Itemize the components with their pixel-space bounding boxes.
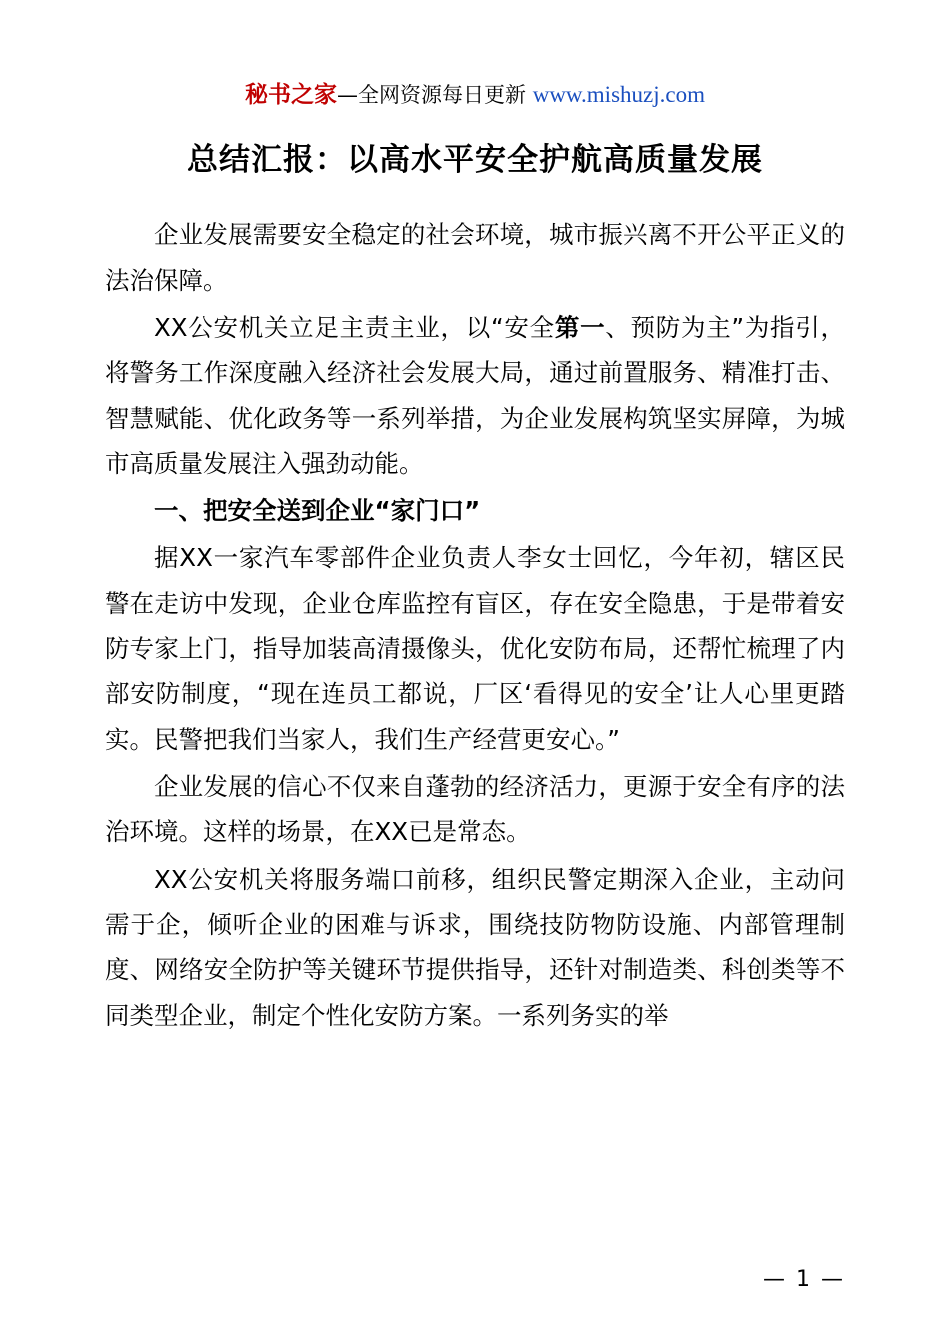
site-watermark (105, 80, 845, 111)
paragraph-4: 据XX一家汽车零部件企业负责人李女士回忆，今年初，辖区民警在走访中发现，企业仓库监控有盲区，存在安全隐患，于是带着安防专家上门，指导加装高清摄像头，优化安防布局，还帮忙梳理了内部安防制度，“现在连员工都说，厂区‘看得见的安全’让人心里更踏实。民警把我们当家人，我们生产经营更安心。” (105, 543, 845, 754)
page-number: — 1 — (763, 1267, 845, 1292)
watermark-brand: 秘书之家 (245, 82, 338, 108)
paragraph-2-seg-1: XX公安机关立足主责主业，以“安全 (154, 312, 555, 342)
paragraph-2-seg-3: 、预防为主”为指引，将警务工作深度融入经济社会发展大局，通过前置服务、精准打击、智慧赋能、优化政务等一系列举措，为企业发展构筑坚实屏障，为城市高质量发展注入强劲动能。 (105, 312, 845, 478)
watermark-url: www.mishuzj.com (532, 82, 705, 107)
paragraph-1: 企业发展需要安全稳定的社会环境，城市振兴离不开公平正义的法治保障。 (105, 220, 845, 295)
paragraph-6: XX公安机关将服务端口前移，组织民警定期深入企业，主动问需于企，倾听企业的困难与诉求，围绕技防物防设施、内部管理制度、网络安全防护等关键环节提供指导，还针对制造类、科创类等不同类型企业，制定个性化安防方案。一系列务实的举 (105, 864, 845, 1030)
paragraph-2 (105, 305, 845, 486)
watermark-tagline: —全网资源每日更新 (337, 83, 533, 107)
paragraph-2-seg-2-bold: 第一 (554, 312, 606, 342)
page-title: 总结汇报：以高水平安全护航高质量发展 (187, 141, 763, 178)
paragraph-5: 企业发展的信心不仅来自蓬勃的经济活力，更源于安全有序的法治环境。这样的场景，在XX已是常态。 (105, 772, 845, 847)
section-heading-1: 一、把安全送到企业“家门口” (154, 496, 481, 526)
